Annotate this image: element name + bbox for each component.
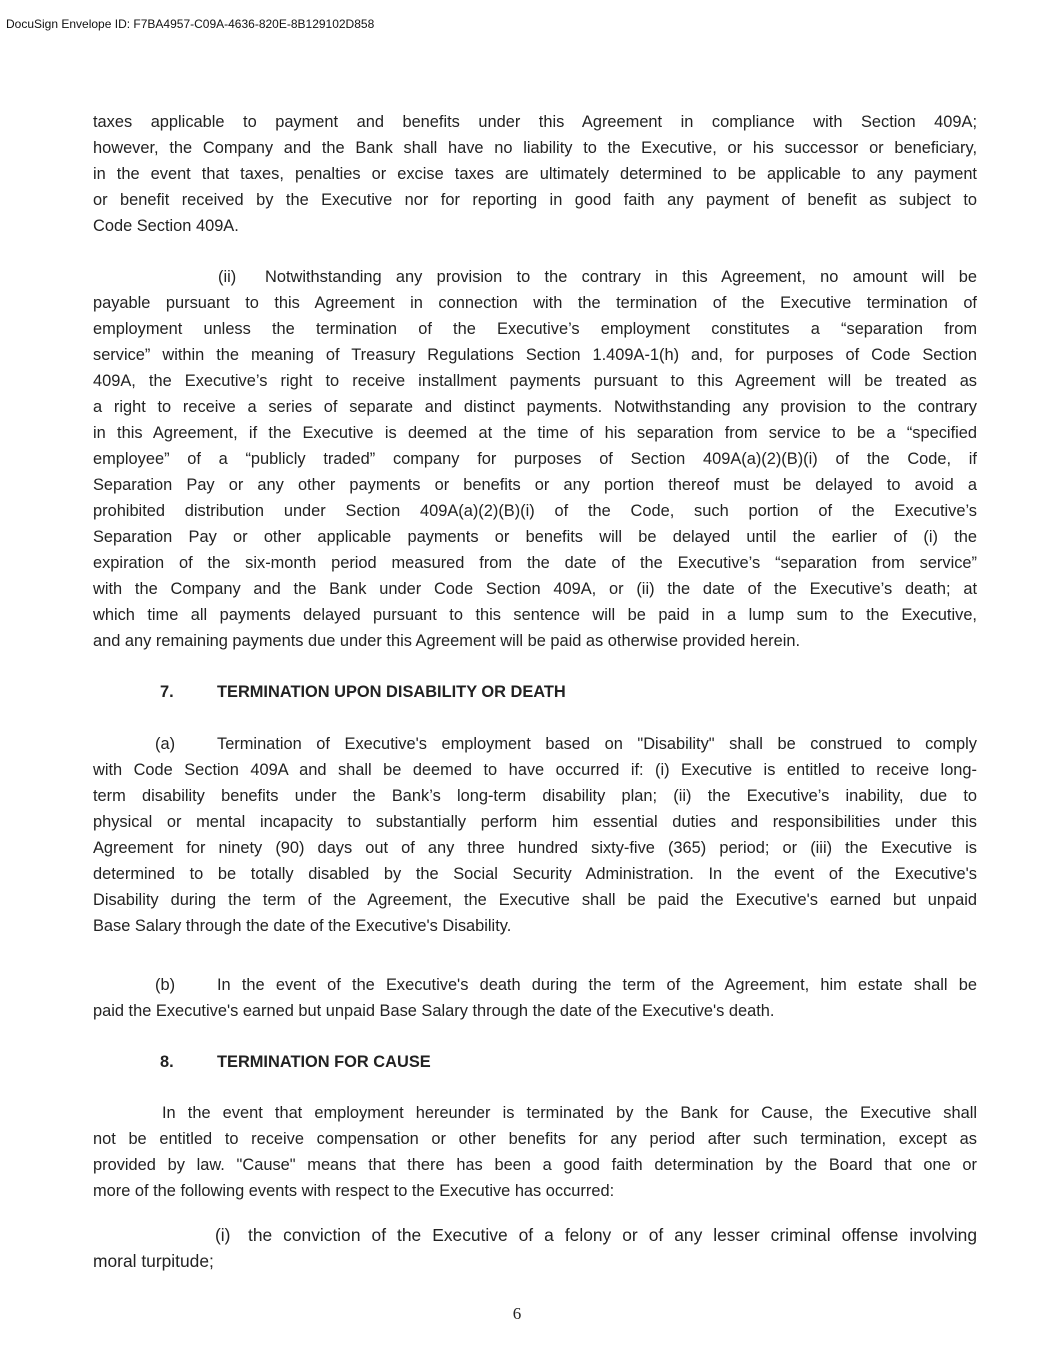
line-text: however, the Company and the Bank shall have no liability to the Executive, or his successor or beneficiary, [93, 139, 977, 157]
line-text: taxes applicable to payment and benefits under this Agreement in compliance with Section 409A; [93, 113, 977, 131]
paragraph-b-death [93, 972, 977, 1024]
text-line [93, 1178, 977, 1204]
section-title: TERMINATION FOR CAUSE [217, 1053, 431, 1071]
line-text: term disability benefits under the Bank’s long-term disability plan; (ii) the Executive’s inability, due to [93, 787, 977, 805]
line-text: Notwithstanding any provision to the contrary in this Agreement, no amount will be [265, 268, 977, 286]
line-text: a right to receive a series of separate and distinct payments. Notwithstanding any provision to the contrary [93, 398, 977, 416]
line-text: not be entitled to receive compensation or other benefits for any period after such termination, except as [93, 1130, 977, 1148]
text-line [93, 498, 977, 524]
text-line [93, 861, 977, 887]
text-line [93, 420, 977, 446]
line-text: which time all payments delayed pursuant to this sentence will be paid in a lump sum to the Executive, [93, 606, 977, 624]
text-line [93, 998, 977, 1024]
line-text: and any remaining payments due under this Agreement will be paid as otherwise provided herein. [93, 632, 801, 650]
text-line [93, 290, 977, 316]
text-line [93, 576, 977, 602]
section-number: 7. [160, 683, 174, 701]
text-line [93, 342, 977, 368]
line-text: determined to be totally disabled by the Social Security Administration. In the event of the Executive's [93, 865, 977, 883]
text-line [93, 446, 977, 472]
text-line [93, 913, 977, 939]
line-text: Code Section 409A. [93, 217, 239, 235]
text-line [93, 135, 977, 161]
line-text: moral turpitude; [93, 1251, 214, 1271]
line-text: Base Salary through the date of the Executive's Disability. [93, 917, 512, 935]
section-title: TERMINATION UPON DISABILITY OR DEATH [217, 683, 566, 701]
paragraph-i-conviction [93, 1222, 977, 1274]
paragraph-label: (a) [155, 735, 176, 753]
line-text: Disability during the term of the Agreement, the Executive shall be paid the Executive's earned but unpaid [93, 891, 977, 909]
text-line [93, 783, 977, 809]
line-text: prohibited distribution under Section 409A(a)(2)(B)(i) of the Code, such portion of the Executive’s [93, 502, 977, 520]
line-text: provided by law. "Cause" means that there has been a good faith determination by the Board that one or [93, 1156, 977, 1174]
line-text: expiration of the six-month period measured from the date of the Executive’s “separation from service” [93, 554, 977, 572]
text-line [93, 1248, 977, 1274]
line-text: or benefit received by the Executive nor for reporting in good faith any payment of benefit as subject to [93, 191, 977, 209]
text-line [93, 731, 977, 757]
text-line [93, 1222, 977, 1248]
line-text: physical or mental incapacity to substantially perform him essential duties and responsibilities under this [93, 813, 977, 831]
paragraph-label: (b) [155, 976, 176, 994]
text-line [93, 835, 977, 861]
text-line [93, 316, 977, 342]
text-line [93, 109, 977, 135]
text-line [93, 161, 977, 187]
line-text: more of the following events with respect to the Executive has occurred: [93, 1182, 615, 1200]
paragraph-a-disability [93, 731, 977, 939]
line-text: the conviction of the Executive of a felony or of any lesser criminal offense involving [248, 1225, 977, 1245]
line-text: Agreement for ninety (90) days out of any three hundred sixty-five (365) period; or (iii) the Executive is [93, 839, 977, 857]
text-line [93, 887, 977, 913]
text-line [93, 187, 977, 213]
paragraph-label: (i) [215, 1225, 231, 1245]
line-text: in this Agreement, if the Executive is deemed at the time of his separation from service to be a “specified [93, 424, 977, 442]
section-number: 8. [160, 1053, 174, 1071]
line-text: in the event that taxes, penalties or excise taxes are ultimately determined to be applicable to any payment [93, 165, 977, 183]
text-line [93, 550, 977, 576]
paragraph-label: (ii) [218, 268, 237, 286]
line-text: employment unless the termination of the Executive’s employment constitutes a “separation from [93, 320, 977, 338]
line-text: In the event that employment hereunder is terminated by the Bank for Cause, the Executive shall [162, 1104, 977, 1122]
line-text: Separation Pay or any other payments or benefits or any portion thereof must be delayed to avoid a [93, 476, 977, 494]
line-text: service” within the meaning of Treasury Regulations Section 1.409A-1(h) and, for purposes of Code Section [93, 346, 977, 364]
text-line [93, 602, 977, 628]
paragraph-cause-definition [93, 1100, 977, 1204]
line-text: with Code Section 409A and shall be deemed to have occurred if: (i) Executive is entitled to receive long- [93, 761, 977, 779]
line-text: 409A, the Executive’s right to receive installment payments pursuant to this Agreement will be treated as [93, 372, 977, 390]
text-line [93, 809, 977, 835]
text-line [93, 1152, 977, 1178]
text-line [93, 472, 977, 498]
line-text: Termination of Executive's employment based on "Disability" shall be construed to comply [217, 735, 977, 753]
text-line [93, 757, 977, 783]
line-text: employee” of a “publicly traded” company for purposes of Section 409A(a)(2)(B)(i) of the Code, if [93, 450, 977, 468]
line-text: Separation Pay or other applicable payments or benefits will be delayed until the earlier of (i) the [93, 528, 977, 546]
text-line [93, 628, 977, 654]
paragraph-409a-liability [93, 109, 977, 239]
text-line [93, 264, 977, 290]
text-line [93, 524, 977, 550]
text-line [93, 368, 977, 394]
line-text: with the Company and the Bank under Code Section 409A, or (ii) the date of the Executive’s death; at [93, 580, 977, 598]
page-number: 6 [512, 1304, 522, 1323]
text-line [93, 1126, 977, 1152]
text-line [93, 394, 977, 420]
line-text: paid the Executive's earned but unpaid Base Salary through the date of the Executive's death. [93, 1002, 775, 1020]
text-line [93, 972, 977, 998]
line-text: payable pursuant to this Agreement in connection with the termination of the Executive termination of [93, 294, 977, 312]
docusign-envelope-id: DocuSign Envelope ID: F7BA4957-C09A-4636-820E-8B129102D858 [6, 17, 375, 31]
line-text: In the event of the Executive's death during the term of the Agreement, him estate shall be [217, 976, 977, 994]
text-line [93, 213, 977, 239]
paragraph-ii-separation-from-service [93, 264, 977, 654]
text-line [93, 1100, 977, 1126]
